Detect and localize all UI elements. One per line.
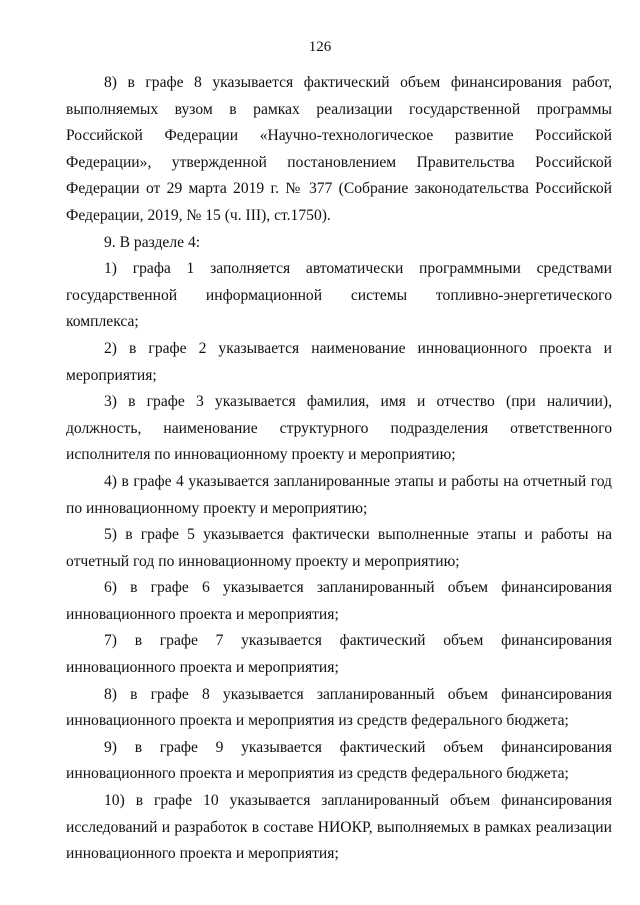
section-4-heading: 9. В разделе 4: <box>104 233 201 251</box>
item-7-column-7: 7) в графе 7 указывается фактический объем финансирования инновационного проекта и мероприятия; <box>66 632 612 677</box>
item-2-column-2: 2) в графе 2 указывается наименование инновационного проекта и мероприятия; <box>66 339 612 384</box>
item-5-column-5: 5) в графе 5 указывается фактически выполненные этапы и работы на отчетный год по инновационному проекту и мероприятию; <box>66 526 612 570</box>
document-body <box>66 70 612 868</box>
item-3-column-3: 3) в графе 3 указывается фамилия, имя и отчество (при наличии), должность, наименование структурного подразделения ответственного исполнителя по инновационному проекту и мероприятию; <box>66 393 612 464</box>
item-8-column-8: 8) в графе 8 указывается запланированный объем финансирования инновационного проекта и мероприятия из средств федерального бюджета; <box>66 685 612 730</box>
item-10-column-10: 10) в графе 10 указывается запланированный объем финансирования исследований и разработок в составе НИОКР, выполняемых в рамках реализации инновационного проекта и мероприятия; <box>66 792 612 863</box>
item-4-column-4: 4) в графе 4 указывается запланированные этапы и работы на отчетный год по инновационному проекту и мероприятию; <box>66 472 612 517</box>
paragraph-8-financing-vuz: 8) в графе 8 указывается фактический объем финансирования работ, выполняемых вузом в рамках реализации государственной программы Российской Федерации «Научно-технологическое развитие Российской Федерации», утвержденной постановлением Правительства Российской Федерации от 29 марта 2019 г. № 377 (Собрание законодательства Российской Федерации, 2019, № 15 (ч. III), ст.1750). <box>66 74 612 224</box>
item-6-column-6: 6) в графе 6 указывается запланированный объем финансирования инновационного проекта и мероприятия; <box>66 579 612 623</box>
page-number: 126 <box>308 39 332 55</box>
item-1-column-1: 1) графа 1 заполняется автоматически программными средствами государственной информационной системы топливно-энергетического комплекса; <box>66 260 612 331</box>
item-9-column-9: 9) в графе 9 указывается фактический объем финансирования инновационного проекта и мероприятия из средств федерального бюджета; <box>66 738 612 783</box>
